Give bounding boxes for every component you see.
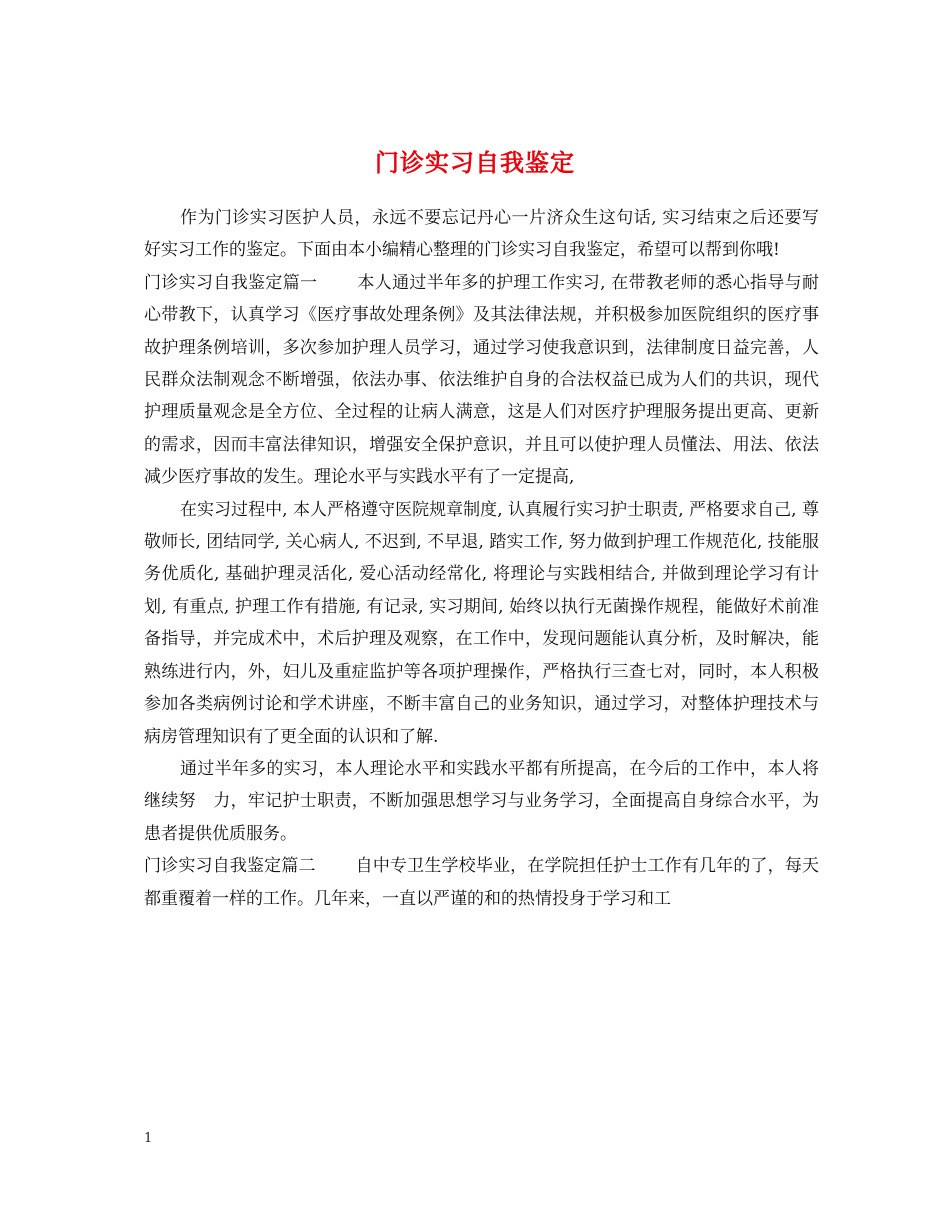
document-title: 门诊实习自我鉴定: [375, 148, 575, 178]
section-two-heading: 门诊实习自我鉴定篇二: [144, 856, 316, 877]
conclusion-paragraph: 通过半年多的实习，本人理论水平和实践水平都有所提高，在今后的工作中，本人将继续努 力，牢记护士职责，不断加强思想学习与业务学习，全面提高自身综合水平，为患者提供优质服务。: [144, 758, 819, 844]
section-one-paragraph: [144, 267, 819, 494]
document-body: [144, 202, 819, 915]
section-two-text: 自中专卫生学校毕业，在学院担任护士工作有几年的了，每天都重覆着一样的工作。几年来，一直以严谨的和的热情投身于学习和工: [144, 856, 820, 909]
section-two-paragraph: [144, 850, 819, 915]
internship-process-paragraph: 在实习过程中, 本人严格遵守医院规章制度, 认真履行实习护士职责, 严格要求自己, 尊敬师长, 团结同学, 关心病人, 不迟到, 不早退, 踏实工作, 努力做到护理工作规范化, 技能服务优质化, 基础护理灵活化, 爱心活动经常化, 将理论与实践相结合, 并做到理论学习有计划, 有重点, 护理工作有措施, 有记录, 实习期间, 始终以执行无菌操作规程，能做好术前准备指导，并完成术中，术后护理及观察，在工作中，发现问题能认真分析，及时解决，能熟练进行内，外，妇儿及重症监护等各项护理操作，严格执行三查七对，同时，本人积极参加各类病例讨论和学术讲座，不断丰富自己的业务知识，通过学习，对整体护理技术与病房管理知识有了更全面的认识和了解.: [144, 499, 819, 747]
section-one-text: 本人通过半年多的护理工作实习, 在带教老师的悉心指导与耐心带教下，认真学习《医疗事故处理条例》及其法律法规，并积极参加医院组织的医疗事故护理条例培训，多次参加护理人员学习，通过学习使我意识到，法律制度日益完善，人民群众法制观念不断增强，依法办事、依法维护自身的合法权益已成为人们的共识，现代护理质量观念是全方位、全过程的让病人满意，这是人们对医疗护理服务提出更高、更新的需求，因而丰富法律知识，增强安全保护意识，并且可以使护理人员懂法、用法、依法减少医疗事故的发生。理论水平与实践水平有了一定提高,: [144, 272, 819, 488]
section-one-heading: 门诊实习自我鉴定篇一: [144, 272, 318, 293]
intro-paragraph: 作为门诊实习医护人员，永远不要忘记丹心一片济众生这句话, 实习结束之后还要写好实习工作的鉴定。下面由本小编精心整理的门诊实习自我鉴定，希望可以帮到你哦!: [144, 208, 819, 261]
page-number: 1: [144, 1131, 153, 1146]
